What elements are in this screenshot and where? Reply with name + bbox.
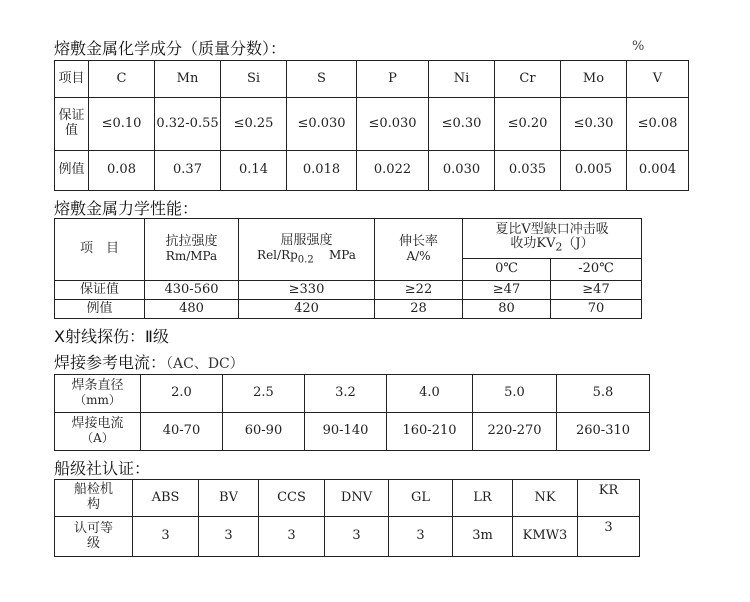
chem-header-c: C bbox=[89, 61, 155, 98]
current-amp-label-line2: （A） bbox=[81, 431, 114, 446]
current-amp-label bbox=[55, 413, 141, 451]
chem-header-ni: Ni bbox=[429, 61, 495, 98]
mech-header-impact-unit: （J） bbox=[562, 236, 594, 252]
current-diameter-label-line1: 焊条直径 bbox=[71, 378, 124, 394]
chem-header-p: P bbox=[357, 61, 429, 98]
chem-unit: % bbox=[632, 39, 645, 54]
current-diameter-value: 4.0 bbox=[387, 375, 473, 413]
ship-org-gl: GL bbox=[389, 480, 453, 517]
chem-example-row bbox=[55, 151, 689, 191]
ship-grade-label bbox=[55, 517, 133, 557]
current-amp-value: 60-90 bbox=[223, 413, 305, 451]
current-diameter-row bbox=[55, 375, 650, 413]
mech-example-impact-0: 80 bbox=[463, 300, 551, 319]
chem-section-title: 熔敷金属化学成分（质量分数）： bbox=[54, 39, 287, 58]
current-title-sub: （AC、DC） bbox=[166, 356, 244, 372]
xray-section-title: X射线探伤：Ⅱ级 bbox=[54, 327, 169, 346]
mech-header-temp-m20: -20℃ bbox=[551, 259, 642, 281]
mech-example-row bbox=[55, 300, 642, 319]
chem-guaranteed-v: ≤0.08 bbox=[627, 98, 689, 151]
chem-guaranteed-cr: ≤0.20 bbox=[495, 98, 561, 151]
ship-grade-row bbox=[55, 517, 640, 557]
chem-guaranteed-s: ≤0.030 bbox=[287, 98, 357, 151]
mech-header-yield-unit-b: MPa bbox=[328, 247, 356, 262]
mech-guaranteed-impact-0: ≥47 bbox=[463, 281, 551, 300]
current-diameter-value: 5.0 bbox=[473, 375, 557, 413]
current-diameter-value: 5.8 bbox=[557, 375, 650, 413]
ship-grade-ccs: 3 bbox=[259, 517, 325, 557]
chem-example-v: 0.004 bbox=[627, 151, 689, 191]
chem-header-s: S bbox=[287, 61, 357, 98]
mech-guaranteed-yield: ≥330 bbox=[239, 281, 375, 300]
mech-header-elong-line1: 伸长率 bbox=[398, 234, 438, 250]
mech-header-yield-sub: 0.2 bbox=[297, 253, 314, 265]
chem-guaranteed-si: ≤0.25 bbox=[221, 98, 287, 151]
ship-grade-kr: 3 bbox=[578, 517, 640, 557]
ship-org-label bbox=[55, 480, 133, 517]
ship-grade-abs: 3 bbox=[133, 517, 199, 557]
mech-guaranteed-elong: ≥22 bbox=[375, 281, 463, 300]
chem-example-c: 0.08 bbox=[89, 151, 155, 191]
chem-example-mn: 0.37 bbox=[155, 151, 221, 191]
chem-header-si: Si bbox=[221, 61, 287, 98]
mech-header-impact bbox=[463, 219, 642, 259]
chem-guaranteed-row bbox=[55, 98, 689, 151]
ship-org-label-line1: 船检机 bbox=[73, 482, 113, 498]
ship-org-ccs: CCS bbox=[259, 480, 325, 517]
mech-header-elong-line2: A/% bbox=[406, 249, 431, 264]
mech-table bbox=[54, 218, 642, 319]
current-diameter-value: 3.2 bbox=[305, 375, 387, 413]
mech-header-yield-line1: 屈服强度 bbox=[280, 232, 333, 248]
ship-org-lr: LR bbox=[453, 480, 513, 517]
chem-example-label: 例值 bbox=[55, 151, 89, 191]
mech-header-impact-line1: 夏比V型缺口冲击吸 bbox=[495, 221, 609, 237]
chem-example-mo: 0.005 bbox=[561, 151, 627, 191]
mech-guaranteed-row bbox=[55, 281, 642, 300]
current-amp-value: 260-310 bbox=[557, 413, 650, 451]
mech-header-elong bbox=[375, 219, 463, 281]
chem-example-si: 0.14 bbox=[221, 151, 287, 191]
current-amp-row bbox=[55, 413, 650, 451]
mech-guaranteed-label: 保证值 bbox=[55, 281, 145, 300]
mech-header-impact-sub: 2 bbox=[555, 241, 563, 255]
chem-guaranteed-mo: ≤0.30 bbox=[561, 98, 627, 151]
current-amp-value: 90-140 bbox=[305, 413, 387, 451]
mech-example-elong: 28 bbox=[375, 300, 463, 319]
mech-header-tensile bbox=[145, 219, 239, 281]
chem-example-ni: 0.030 bbox=[429, 151, 495, 191]
mech-example-yield: 420 bbox=[239, 300, 375, 319]
mech-header-yield bbox=[239, 219, 375, 281]
chem-guaranteed-mn: 0.32-0.55 bbox=[155, 98, 221, 151]
chem-guaranteed-c: ≤0.10 bbox=[89, 98, 155, 151]
ship-org-nk: NK bbox=[513, 480, 578, 517]
ship-table bbox=[54, 479, 640, 557]
ship-grade-bv: 3 bbox=[199, 517, 259, 557]
ship-grade-dnv: 3 bbox=[325, 517, 389, 557]
ship-org-row bbox=[55, 480, 640, 517]
mech-guaranteed-tensile: 430-560 bbox=[145, 281, 239, 300]
mech-example-label: 例值 bbox=[55, 300, 145, 319]
current-table bbox=[54, 374, 650, 451]
ship-org-dnv: DNV bbox=[325, 480, 389, 517]
chem-guaranteed-p: ≤0.030 bbox=[357, 98, 429, 151]
ship-grade-gl: 3 bbox=[389, 517, 453, 557]
current-title-main: 焊接参考电流： bbox=[54, 353, 167, 372]
current-diameter-label-line2: （mm） bbox=[74, 393, 121, 408]
current-diameter-value: 2.5 bbox=[223, 375, 305, 413]
chem-guaranteed-label: 保证值 bbox=[55, 98, 89, 151]
current-amp-label-line1: 焊接电流 bbox=[71, 416, 124, 432]
ship-org-kr: KR bbox=[578, 480, 640, 517]
ship-org-abs: ABS bbox=[133, 480, 199, 517]
current-diameter-value: 2.0 bbox=[141, 375, 223, 413]
chem-example-p: 0.022 bbox=[357, 151, 429, 191]
chem-header-mo: Mo bbox=[561, 61, 627, 98]
chem-example-cr: 0.035 bbox=[495, 151, 561, 191]
current-diameter-label bbox=[55, 375, 141, 413]
chem-example-s: 0.018 bbox=[287, 151, 357, 191]
mech-section-title: 熔敷金属力学性能： bbox=[54, 199, 199, 218]
mech-guaranteed-impact-m20: ≥47 bbox=[551, 281, 642, 300]
mech-example-tensile: 480 bbox=[145, 300, 239, 319]
ship-grade-label-line1: 认可等 bbox=[73, 520, 113, 536]
current-section-title bbox=[54, 350, 244, 373]
mech-header-yield-unit-a: Rel/Rp bbox=[257, 247, 298, 262]
mech-header-impact-line2: 收功KV bbox=[510, 236, 556, 252]
chem-table bbox=[54, 60, 689, 191]
ship-org-label-line2: 构 bbox=[86, 497, 100, 512]
mech-header-tensile-line1: 抗拉强度 bbox=[165, 234, 218, 250]
ship-grade-nk: KMW3 bbox=[513, 517, 578, 557]
chem-header-v: V bbox=[627, 61, 689, 98]
current-amp-value: 40-70 bbox=[141, 413, 223, 451]
chem-header-item: 项目 bbox=[55, 61, 89, 98]
chem-header-mn: Mn bbox=[155, 61, 221, 98]
mech-header-item: 项 目 bbox=[55, 219, 145, 281]
chem-header-row bbox=[55, 61, 689, 98]
current-amp-value: 220-270 bbox=[473, 413, 557, 451]
chem-guaranteed-ni: ≤0.30 bbox=[429, 98, 495, 151]
chem-header-cr: Cr bbox=[495, 61, 561, 98]
mech-header-tensile-line2: Rm/MPa bbox=[165, 249, 218, 264]
current-amp-value: 160-210 bbox=[387, 413, 473, 451]
ship-grade-label-line2: 级 bbox=[86, 535, 100, 551]
ship-section-title: 船级社认证： bbox=[54, 459, 151, 478]
ship-grade-lr: 3m bbox=[453, 517, 513, 557]
mech-example-impact-m20: 70 bbox=[551, 300, 642, 319]
mech-header-temp-0: 0℃ bbox=[463, 259, 551, 281]
ship-org-bv: BV bbox=[199, 480, 259, 517]
